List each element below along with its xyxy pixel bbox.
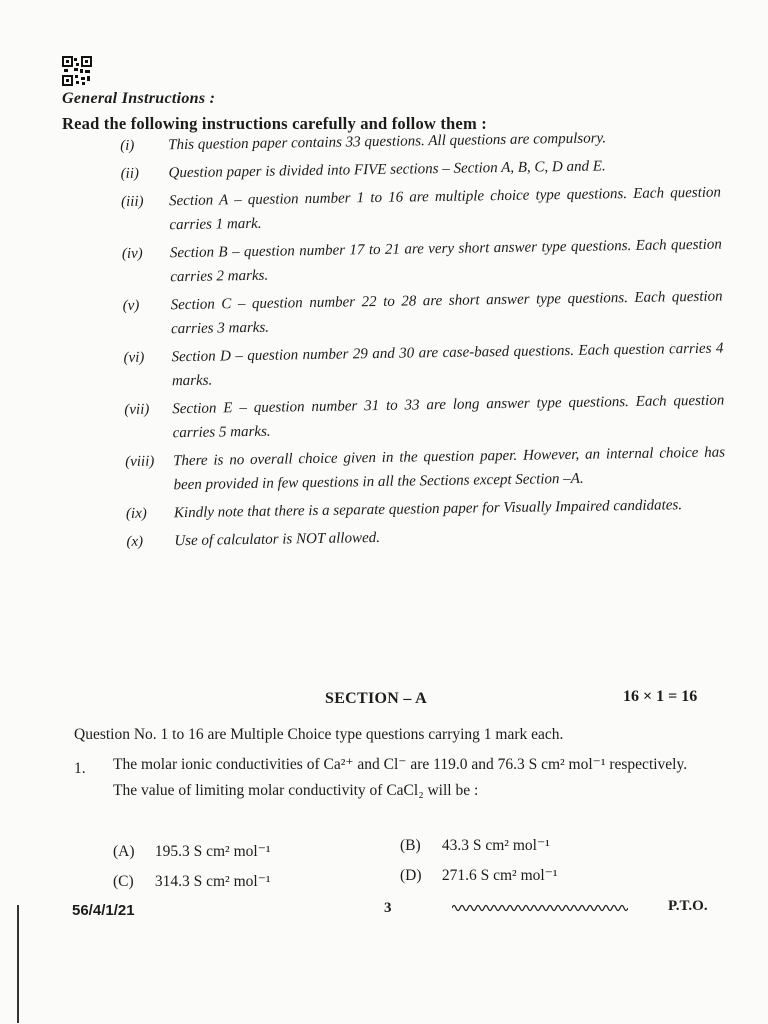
instruction-text: This question paper contains 33 questions. All questions are compulsory. <box>168 130 607 154</box>
instruction-text: Kindly note that there is a separate question paper for Visually Impaired candidates. <box>173 497 683 522</box>
option-text: 314.3 S cm² mol⁻¹ <box>154 873 271 890</box>
instruction-item <box>123 337 724 394</box>
please-turn-over-text: P.T.O. <box>668 898 708 914</box>
instruction-text: Section C – question number 22 to 28 are short answer type questions. Each question carries 3 marks. <box>170 288 723 338</box>
option-label: (C) <box>113 873 134 890</box>
instruction-number: (i) <box>120 137 135 154</box>
instruction-list <box>120 125 727 558</box>
paper-code: 56/4/1/21 <box>72 902 135 919</box>
instruction-number: (viii) <box>125 453 155 470</box>
instruction-item <box>123 285 724 342</box>
instruction-text: Section B – question number 17 to 21 are very short answer type questions. Each question carries 2 marks. <box>169 236 722 286</box>
question-number: 1. <box>74 760 86 777</box>
instruction-number: (iii) <box>120 193 144 210</box>
option-d <box>400 866 558 885</box>
instruction-number: (v) <box>122 297 140 314</box>
option-label: (B) <box>400 837 421 854</box>
instruction-number: (ii) <box>120 165 140 182</box>
instruction-number: (x) <box>126 533 144 550</box>
option-a <box>113 842 271 861</box>
instruction-number: (iv) <box>121 245 143 262</box>
instruction-text: Use of calculator is NOT allowed. <box>174 529 381 550</box>
instruction-item <box>126 521 726 554</box>
instruction-item <box>124 389 725 446</box>
option-c <box>113 872 271 891</box>
question-text: The molar ionic conductivities of Ca²⁺ and Cl⁻ are 119.0 and 76.3 S cm² mol⁻¹ respectively. The value of limiting molar conductivity of CaCl₂ will be : <box>113 756 688 799</box>
section-marks: 16 × 1 = 16 <box>623 688 698 705</box>
instruction-item <box>122 233 723 290</box>
general-instructions-heading: General Instructions : <box>62 90 216 107</box>
instruction-number: (vi) <box>123 349 145 366</box>
qr-code-icon <box>62 56 92 86</box>
option-b <box>400 836 550 855</box>
option-label: (A) <box>113 843 135 860</box>
option-text: 271.6 S cm² mol⁻¹ <box>441 867 558 884</box>
instruction-item <box>125 441 726 498</box>
instruction-text: Question paper is divided into FIVE sections – Section A, B, C, D and E. <box>168 158 606 182</box>
wavy-line-icon <box>452 902 628 914</box>
instruction-number: (ix) <box>125 505 147 522</box>
instruction-text: There is no overall choice given in the question paper. However, an internal choice has been provided in few questions in all the Sections except Section –A. <box>173 444 726 494</box>
instruction-text: Section A – question number 1 to 16 are multiple choice type questions. Each question carries 1 mark. <box>168 184 722 234</box>
scan-margin-line <box>17 905 19 1023</box>
section-title: SECTION – A <box>325 690 427 707</box>
instruction-number: (vii) <box>124 401 150 418</box>
option-text: 43.3 S cm² mol⁻¹ <box>441 837 550 854</box>
option-label: (D) <box>400 867 422 884</box>
instruction-text: Section E – question number 31 to 33 are long answer type questions. Each question carries 5 marks. <box>172 392 725 442</box>
read-instructions-line: Read the following instructions carefully and follow them : <box>62 114 487 133</box>
page-number: 3 <box>384 900 392 916</box>
instruction-text: Section D – question number 29 and 30 are case-based questions. Each question carries 4 marks. <box>171 340 724 390</box>
instruction-item <box>121 181 722 238</box>
option-text: 195.3 S cm² mol⁻¹ <box>154 843 271 860</box>
mcq-intro-text: Question No. 1 to 16 are Multiple Choice type questions carrying 1 mark each. <box>74 726 564 743</box>
